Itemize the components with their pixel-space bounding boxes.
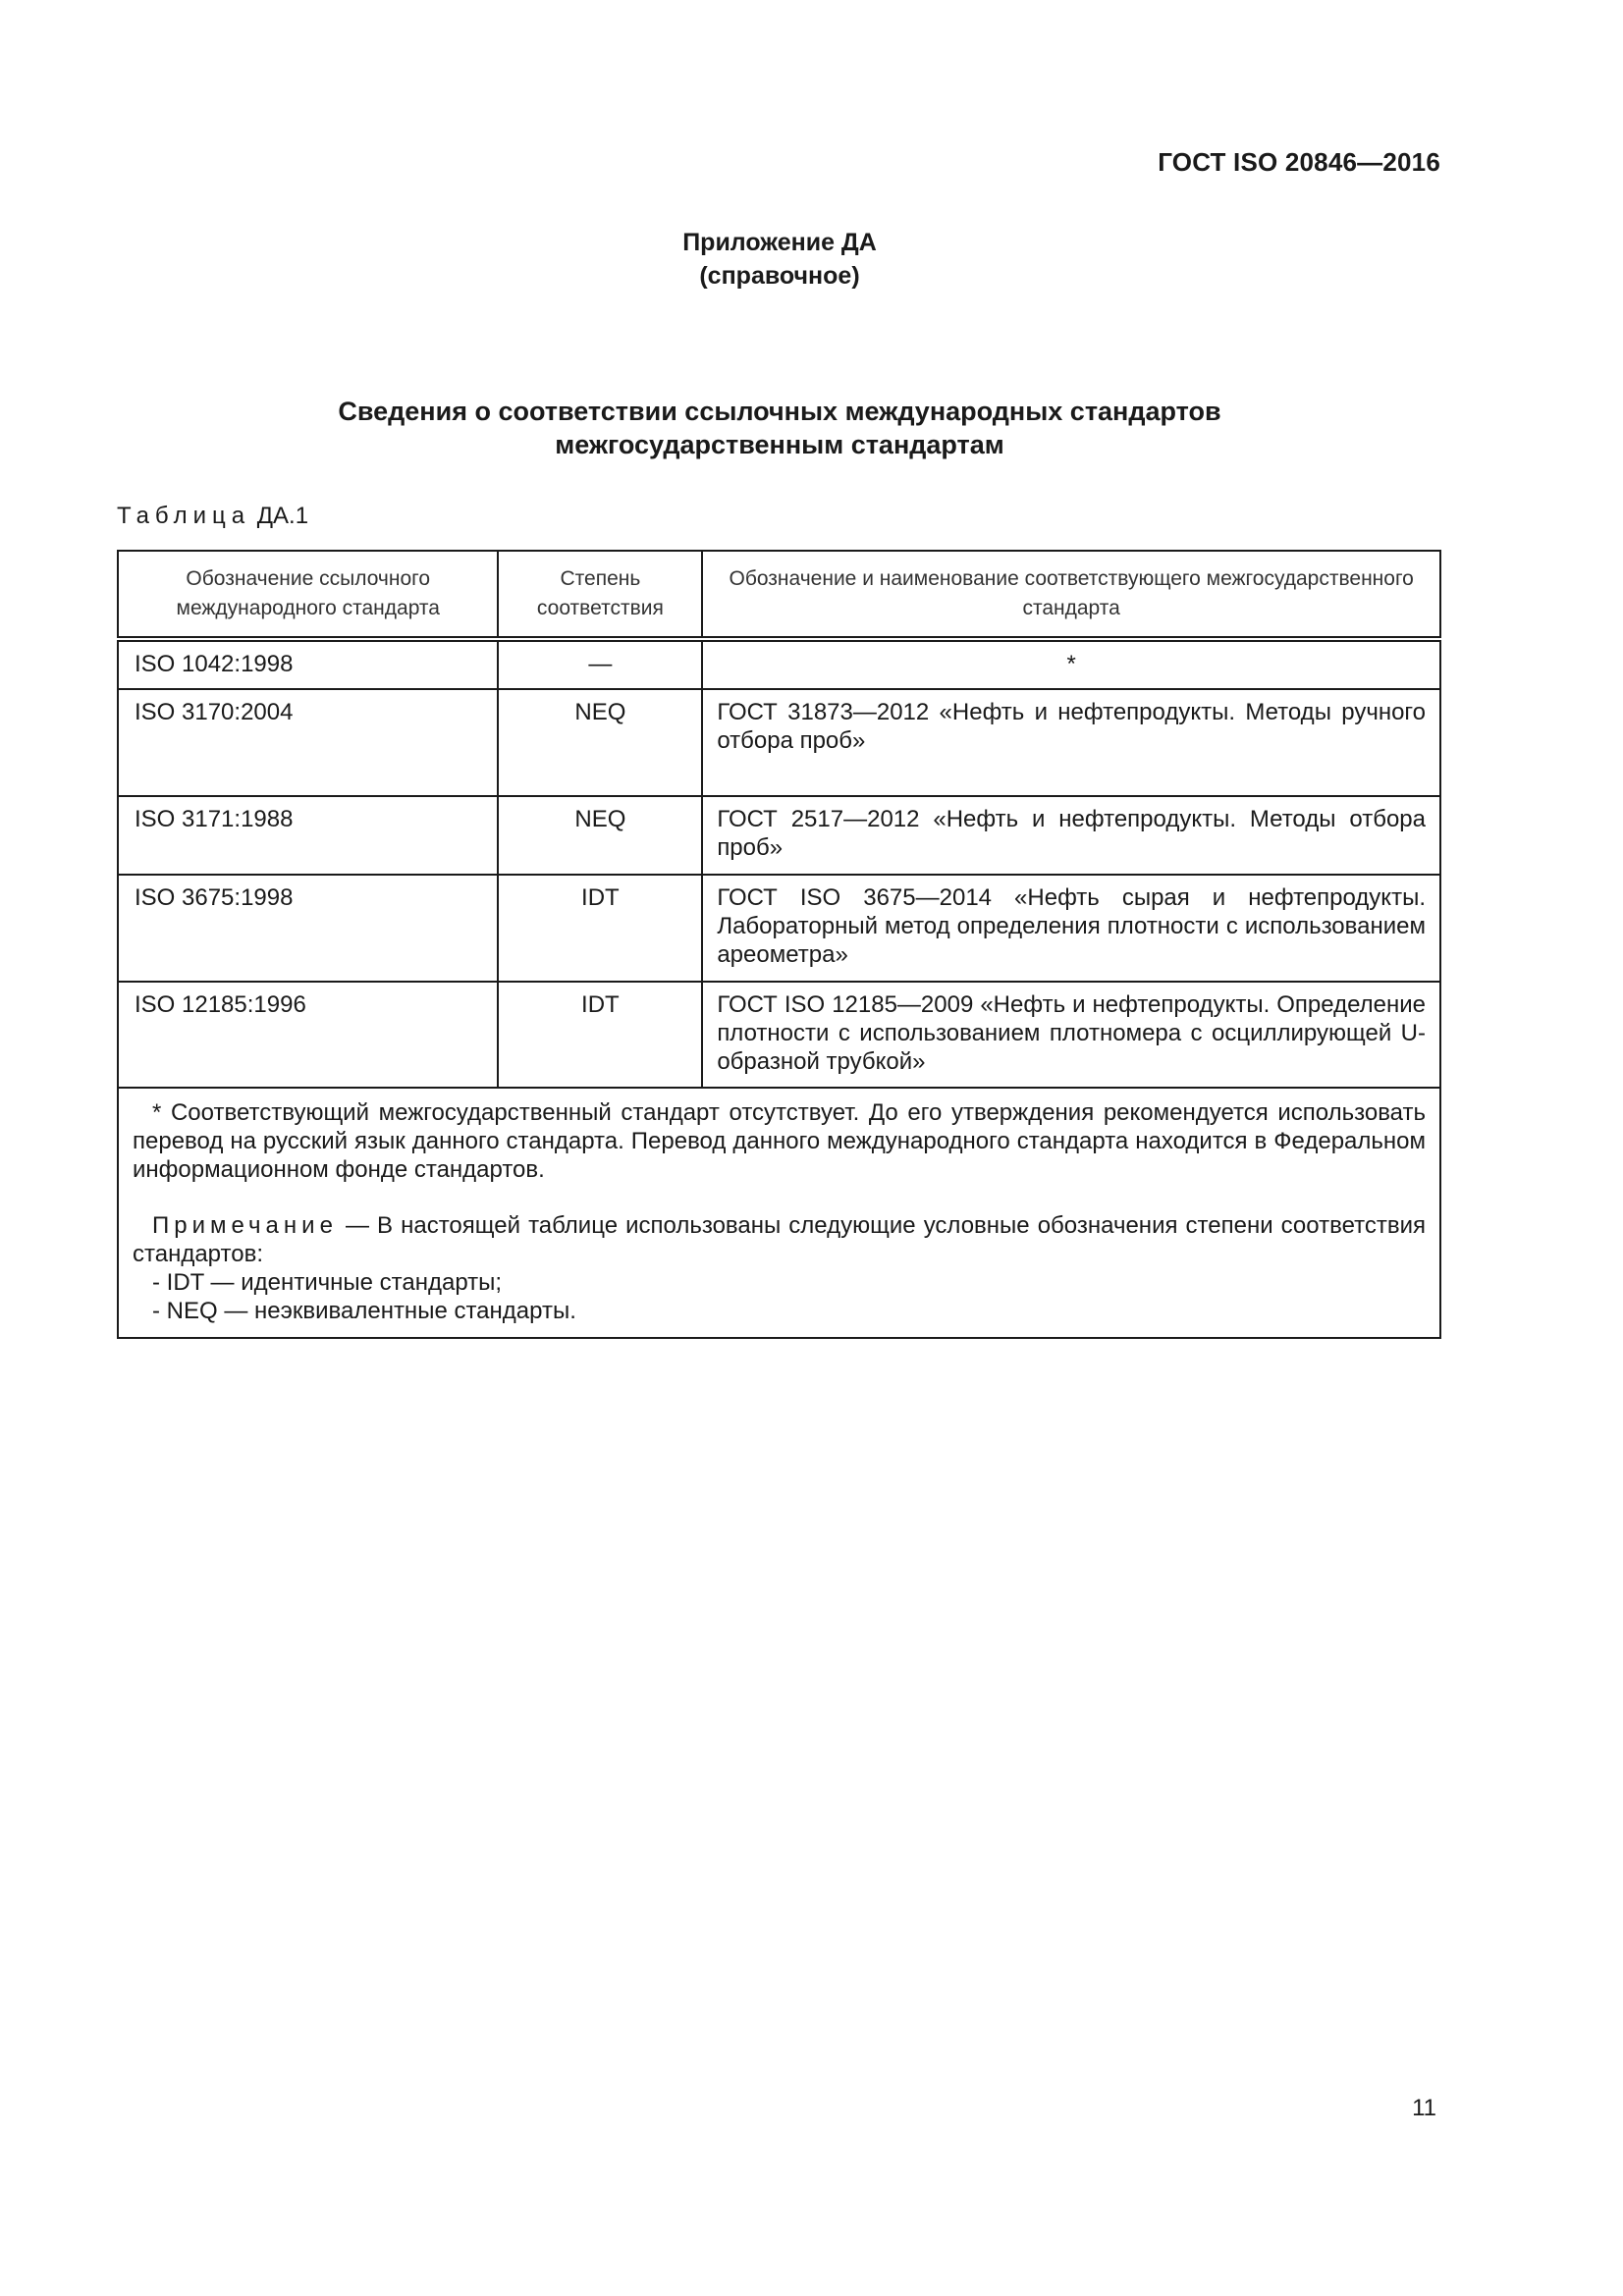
- section-title-line-2: межгосударственным стандартам: [555, 430, 1004, 459]
- table-note: [133, 1211, 1426, 1268]
- table-row: [118, 796, 1440, 875]
- appendix-title: Приложение ДА: [682, 229, 877, 256]
- note-list-item: - IDT — идентичные стандарты;: [152, 1269, 503, 1296]
- cell-degree: —: [498, 639, 702, 689]
- appendix-heading: [0, 226, 1559, 293]
- cell-international: ISO 3675:1998: [118, 875, 498, 982]
- column-header-degree: Степень соответствия: [498, 551, 702, 639]
- cell-international: ISO 1042:1998: [118, 639, 498, 689]
- cell-degree: NEQ: [498, 689, 702, 796]
- column-header-international: Обозначение ссылочного международного стандарта: [118, 551, 498, 639]
- table-row: [118, 689, 1440, 796]
- cell-national: ГОСТ ISO 3675—2014 «Нефть сырая и нефтепродукты. Лабораторный метод определения плотности с использованием ареометра»: [702, 875, 1440, 982]
- table-row: [118, 982, 1440, 1088]
- table-footnote: * Соответствующий межгосударственный стандарт отсутствует. До его утверждения рекомендуется использовать перевод на русский язык данного стандарта. Перевод данного международного стандарта находится в Федеральном информационном фонде стандартов.: [133, 1099, 1426, 1183]
- cell-degree: IDT: [498, 875, 702, 982]
- section-title: [0, 395, 1559, 461]
- note-text: — В настоящей таблице использованы следующие условные обозначения степени соответствия стандартов:: [133, 1212, 1426, 1267]
- cell-national: ГОСТ 31873—2012 «Нефть и нефтепродукты. Методы ручного отбора проб»: [702, 689, 1440, 796]
- page-number: 11: [1412, 2095, 1436, 2121]
- cell-international: ISO 3171:1988: [118, 796, 498, 875]
- cell-degree: NEQ: [498, 796, 702, 875]
- cell-degree: IDT: [498, 982, 702, 1088]
- cell-national: ГОСТ ISO 12185—2009 «Нефть и нефтепродукты. Определение плотности с использованием плотномера с осциллирующей U-образной трубкой»: [702, 982, 1440, 1088]
- cell-international: ISO 3170:2004: [118, 689, 498, 796]
- cell-national: ГОСТ 2517—2012 «Нефть и нефтепродукты. Методы отбора проб»: [702, 796, 1440, 875]
- table-notes: [118, 1088, 1440, 1338]
- table-header-row: [118, 551, 1440, 639]
- column-header-national: Обозначение и наименование соответствующего межгосударственного стандарта: [702, 551, 1440, 639]
- section-title-line-1: Сведения о соответствии ссылочных международных стандартов: [338, 397, 1221, 426]
- cell-national: *: [702, 639, 1440, 689]
- appendix-subtitle: (справочное): [699, 262, 860, 290]
- cell-international: ISO 12185:1996: [118, 982, 498, 1088]
- correspondence-table: [117, 550, 1441, 1339]
- table-caption-label: Таблица: [117, 503, 251, 529]
- table-caption: [117, 503, 308, 530]
- note-label: Примечание: [152, 1212, 338, 1239]
- document-code: ГОСТ ISO 20846—2016: [1158, 147, 1440, 177]
- note-list-item: - NEQ — неэквивалентные стандарты.: [152, 1298, 576, 1324]
- table-row: [118, 639, 1440, 689]
- table-notes-row: [118, 1088, 1440, 1338]
- table-caption-number: ДА.1: [256, 503, 309, 529]
- table-row: [118, 875, 1440, 982]
- note-list: [133, 1268, 1426, 1325]
